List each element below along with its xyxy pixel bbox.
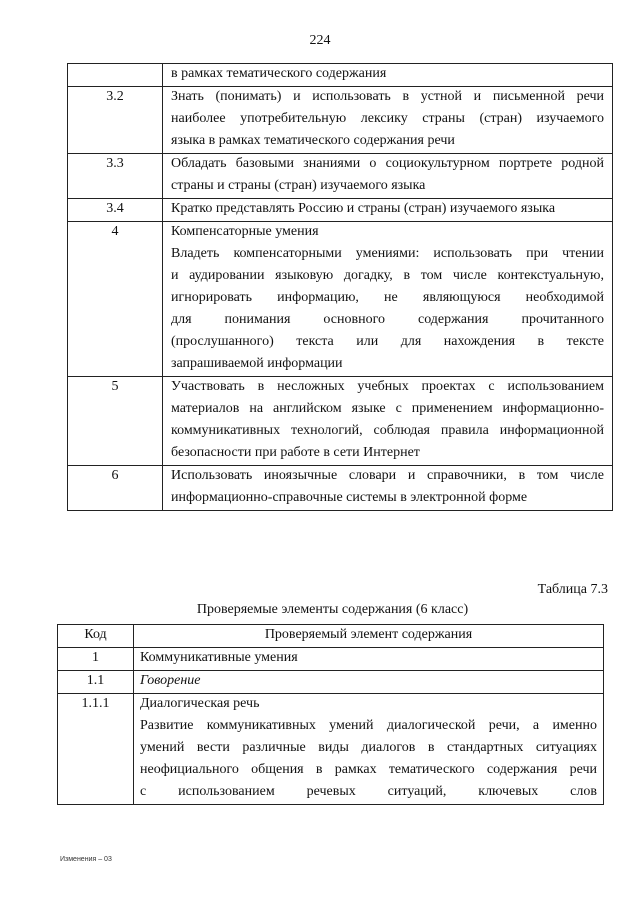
text-line: Использовать иноязычные словари и справочники, в том числе xyxy=(171,468,604,483)
text-line: Знать (понимать) и использовать в устной и письменной речи xyxy=(171,89,604,104)
text-line: для понимания основного содержания прочитанного xyxy=(171,312,604,327)
text-line: с использованием речевых ситуаций, ключевых слов xyxy=(140,784,597,799)
table-label: Таблица 7.3 xyxy=(537,582,608,597)
page-number: 224 xyxy=(309,33,331,48)
row-text xyxy=(163,377,613,466)
header-code: Код xyxy=(84,627,107,642)
table-row xyxy=(68,154,613,199)
table-row xyxy=(68,87,613,154)
text-line: (прослушанного) текста или для нахождения в тексте xyxy=(171,334,604,349)
row-code: 6 xyxy=(111,468,119,483)
row-code: 3.2 xyxy=(106,89,124,104)
text-line: страны и страны (стран) изучаемого языка xyxy=(171,178,426,193)
row-text xyxy=(134,694,604,805)
text-line: Обладать базовыми знаниями о социокультурном портрете родной xyxy=(171,156,604,171)
row-text xyxy=(134,648,604,671)
text-line: наиболее употребительную лексику страны (стран) изучаемого xyxy=(171,111,604,126)
row-text xyxy=(163,222,613,377)
row-code: 4 xyxy=(111,224,119,239)
row-code: 3.3 xyxy=(106,156,124,171)
text-line: игнорировать информацию, не являющуюся необходимой xyxy=(171,290,604,305)
row-code: 5 xyxy=(111,379,119,394)
text-line: Коммуникативные умения xyxy=(140,650,298,665)
row-text xyxy=(163,64,613,87)
table-row xyxy=(68,199,613,222)
text-line: Владеть компенсаторными умениями: использовать при чтении xyxy=(171,246,604,261)
text-line: коммуникативных технологий, соблюдая правила информационной xyxy=(171,423,604,438)
table-row xyxy=(68,64,613,87)
header-element: Проверяемый элемент содержания xyxy=(264,627,473,642)
row-text xyxy=(163,154,613,199)
row-text xyxy=(163,87,613,154)
table-row xyxy=(68,222,613,377)
text-line: запрашиваемой информации xyxy=(171,356,343,371)
text-line: Участвовать в несложных учебных проектах с использованием xyxy=(171,379,604,394)
content-elements-table xyxy=(57,624,604,805)
requirements-table xyxy=(67,63,613,511)
row-text xyxy=(134,671,604,694)
table-row xyxy=(58,648,604,671)
text-line: неофициального общения в рамках тематического содержания речи xyxy=(140,762,597,777)
text-line: безопасности при работе в сети Интернет xyxy=(171,445,420,460)
text-line: материалов на английском языке с применением информационно- xyxy=(171,401,604,416)
row-code: 1 xyxy=(92,650,99,665)
text-line: Развитие коммуникативных умений диалогической речи, а именно xyxy=(140,718,597,733)
table-header-row xyxy=(58,625,604,648)
text-line: информационно-справочные системы в электронной форме xyxy=(171,490,528,505)
row-text xyxy=(163,199,613,222)
table-row xyxy=(68,466,613,511)
table-caption: Проверяемые элементы содержания (6 класс) xyxy=(196,602,469,617)
row-code: 1.1.1 xyxy=(81,696,110,711)
footer-revision: Изменения – 03 xyxy=(60,856,112,863)
row-code xyxy=(68,64,163,87)
text-line: Диалогическая речь xyxy=(140,696,260,711)
text-line: Компенсаторные умения xyxy=(171,224,319,239)
text-line: и аудировании языковую догадку, в том числе контекстуальную, xyxy=(171,268,604,283)
text-line: языка в рамках тематического содержания речи xyxy=(171,133,455,148)
row-text xyxy=(163,466,613,511)
row-code: 3.4 xyxy=(106,201,124,216)
table-row xyxy=(68,377,613,466)
text-line: умений вести различные виды диалогов в стандартных ситуациях xyxy=(140,740,597,755)
table-row xyxy=(58,671,604,694)
table-row xyxy=(58,694,604,805)
text-line: Говорение xyxy=(140,673,201,688)
text-line: в рамках тематического содержания xyxy=(171,66,387,81)
text-line: Кратко представлять Россию и страны (стран) изучаемого языка xyxy=(171,201,556,216)
row-code: 1.1 xyxy=(86,673,105,688)
